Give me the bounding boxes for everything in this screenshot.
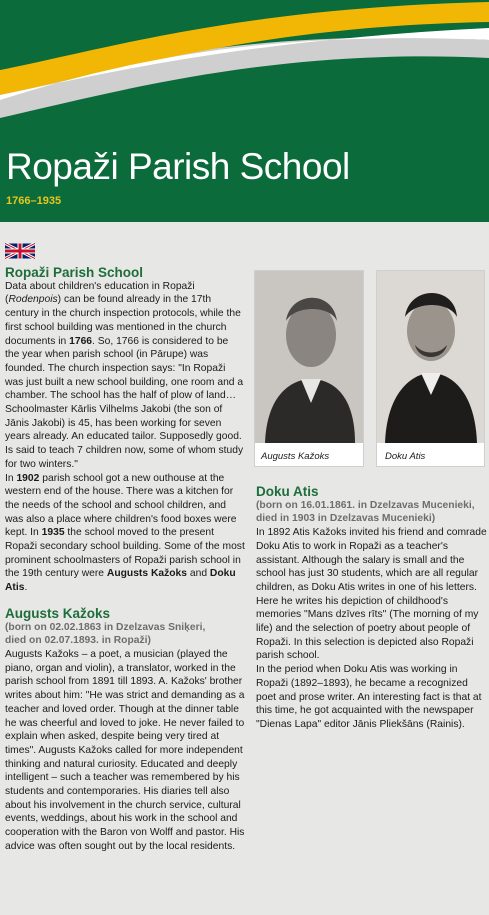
- text-span: Data about children's education in Ropaži (: [5, 280, 195, 306]
- text-span: In: [5, 472, 17, 484]
- photo-kazoks: [254, 270, 364, 467]
- text-span: .: [24, 582, 28, 594]
- intro-heading: Ropaži Parish School: [5, 265, 144, 280]
- years-label: 1766–1935: [6, 195, 62, 207]
- atis-paragraph-1: In 1892 Atis Kažoks invited his friend and comrade Doku Atis to work in Ropaži as a teacher's assistant. Although the salary is small and the school has just 30 students, which are all regular children, as Doku Atis writes in one of his letters. Here he writes his depiction of childhood's memories "Mans dzīves rīts" (The morning of my life) and the selection of poetry about people of Ropaži. In this selection is depicted also Ropaži parish school.: [256, 527, 487, 662]
- portrait-kazoks-image: [255, 271, 363, 443]
- caption-kazoks: Augusts Kažoks: [261, 451, 330, 462]
- atis-paragraph-2: In the period when Doku Atis was working in Ropaži (1892–1893), he became a recognized poet and prose writer. An interesting fact is that at this time, he got acquainted with the newspaper "Dienas Lapa" editor Jānis Pliekšāns (Rainis).: [256, 664, 482, 730]
- intro-paragraph-2: [5, 472, 245, 595]
- header-banner: [0, 0, 489, 222]
- page-title: Ropaži Parish School: [6, 146, 350, 187]
- text-span: the school moved to the present Ropaži secondary school building. Some of the most prominent schoolmasters of Ropaži parish school in the 19th century were: [5, 527, 245, 580]
- uk-flag-icon[interactable]: [5, 243, 35, 259]
- left-column: [5, 266, 245, 854]
- text-span: . So, 1766 is considered to be the year when parish school (in Pārupe) was founded. The church inspection says: "In Ropaži was just built a new school building, one room and a chamber. The school has the half of plow of land… Schoolmaster Kārlis Vilhelms Jakobi (the son of Jānis Jakobi) is 45, has been working for seven years already. An educated tailor. Supposedly good. Is said to teach 7 children now, some of whom study for two winters.": [5, 335, 244, 470]
- year-1935: 1935: [41, 527, 65, 539]
- atis-born: (born on 16.01.1861. in Dzelzavas Mucenieki,: [256, 499, 475, 511]
- atis-heading: Doku Atis: [256, 484, 319, 499]
- year-1902: 1902: [16, 472, 40, 484]
- name-kazoks: Augusts Kažoks: [106, 568, 187, 580]
- text-span: parish school got a new outhouse at the western end of the house. There was a kitchen for the needs of the school and school children, and was also a place where children's food boxes were kept. In: [5, 472, 237, 539]
- year-1766: 1766: [69, 335, 93, 347]
- right-column: [256, 485, 488, 732]
- kazoks-born: (born on 02.02.1863 in Dzelzavas Sniķeri,: [5, 621, 206, 633]
- portrait-atis-image: [377, 271, 484, 443]
- photo-atis: [376, 270, 485, 467]
- kazoks-heading: Augusts Kažoks: [5, 605, 111, 621]
- text-span: ) can be found already in the 17th century in the church inspection protocols, while the first school building was mentioned in the church documents in: [5, 294, 241, 347]
- name-atis: Doku Atis: [5, 568, 236, 594]
- text-span: and: [187, 568, 210, 580]
- atis-died: died in 1903 in Dzelzavas Mucenieki): [256, 513, 436, 525]
- intro-paragraph-1: [5, 280, 245, 472]
- decorative-waves: [0, 0, 489, 140]
- kazoks-text: Augusts Kažoks – a poet, a musician (played the piano, organ and violin), a translator, worked in the parish school from 1891 till 1893. A. Kažoks' brother writes about him: "He was strict and demanding as a teacher and loved order. Though at the dinner table he was cheerful and loved to joke. He never failed to explain when asked, despite being very tired at times". Augusts Kažoks called for more independent thinking and natural curiosity. Educated and deeply intelligent – such a teacher was remembered by his students and contemporaries. His diaries tell also about his involvement in the church service, cultural events, weddings, about his work in the school and cooperation with the Baron von Wolff and pastor. His advice was often sought out by the local residents.: [5, 648, 245, 852]
- text-italic: Rodenpois: [8, 294, 58, 306]
- kazoks-died: died on 02.07.1893. in Ropaži): [5, 635, 151, 647]
- caption-atis: Doku Atis: [385, 451, 426, 462]
